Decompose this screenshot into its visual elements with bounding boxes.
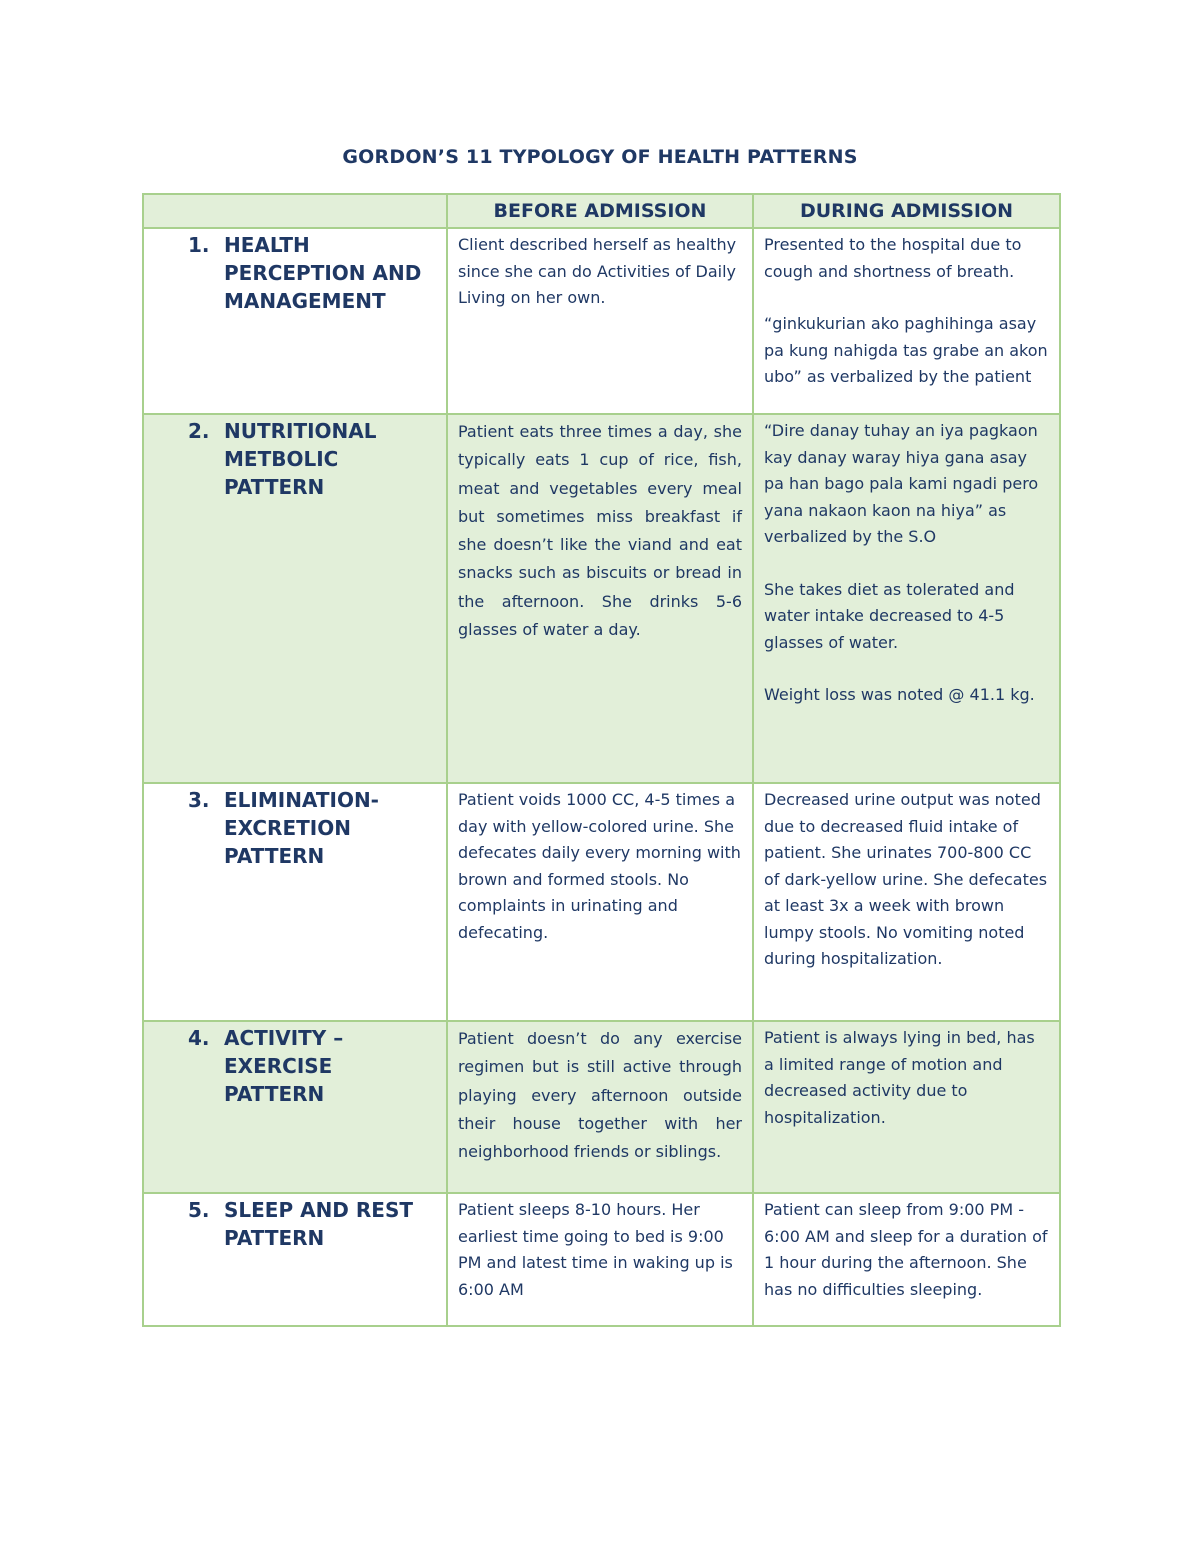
pattern-name: ELIMINATION-EXCRETION PATTERN: [224, 788, 379, 868]
header-pattern: [143, 194, 447, 228]
during-text: Decreased urine output was noted due to decreased fluid intake of patient. She urinates 700-800 CC of dark-yellow urine. She defecates at least 3x a week with brown lumpy stools. No vomiting noted during hospitalization.: [764, 790, 1048, 968]
pattern-number: 2.: [188, 419, 210, 443]
pattern-cell: [143, 1021, 447, 1193]
during-quote: “ginkukurian ako paghihinga asay pa kung nahigda tas grabe an akon ubo” as verbalized by the patient: [764, 314, 1048, 386]
before-admission-cell: [447, 783, 753, 1021]
pattern-cell: [143, 1193, 447, 1326]
before-text: Patient eats three times a day, she typically eats 1 cup of rice, fish, meat and vegetables every meal but sometimes miss breakfast if she doesn’t like the viand and eat snacks such as biscuits or bread in the afternoon. She drinks 5-6 glasses of water a day.: [458, 422, 742, 640]
pattern-number: 5.: [188, 1198, 210, 1222]
during-admission-cell: [753, 1193, 1060, 1326]
table-header-row: [143, 194, 1060, 228]
health-patterns-table: [142, 193, 1061, 1327]
pattern-name: NUTRITIONAL METBOLIC PATTERN: [224, 419, 377, 499]
pattern-cell: [143, 783, 447, 1021]
pattern-number: 3.: [188, 788, 210, 812]
header-before-admission: BEFORE ADMISSION: [447, 194, 753, 228]
pattern-name: SLEEP AND REST PATTERN: [224, 1198, 413, 1250]
during-text: Patient is always lying in bed, has a limited range of motion and decreased activity due to hospitalization.: [764, 1028, 1035, 1127]
pattern-cell: [143, 228, 447, 414]
before-admission-cell: [447, 414, 753, 783]
during-admission-cell: [753, 783, 1060, 1021]
pattern-name: HEALTH PERCEPTION AND MANAGEMENT: [224, 233, 422, 313]
before-admission-cell: [447, 228, 753, 414]
during-text: Patient can sleep from 9:00 PM - 6:00 AM and sleep for a duration of 1 hour during the afternoon. She has no difficulties sleeping.: [764, 1200, 1048, 1299]
before-text: Patient voids 1000 CC, 4-5 times a day with yellow-colored urine. She defecates daily every morning with brown and formed stools. No complaints in urinating and defecating.: [458, 790, 741, 942]
table-row: [143, 1021, 1060, 1193]
table-row: [143, 1193, 1060, 1326]
pattern-number: 4.: [188, 1026, 210, 1050]
table-row: [143, 414, 1060, 783]
header-during-admission: DURING ADMISSION: [753, 194, 1060, 228]
during-text: She takes diet as tolerated and water intake decreased to 4-5 glasses of water.: [764, 579, 1015, 652]
table-row: [143, 228, 1060, 414]
before-admission-cell: [447, 1193, 753, 1326]
during-admission-cell: [753, 228, 1060, 414]
before-text: Patient doesn’t do any exercise regimen but is still active through playing every afternoon outside their house together with her neighborhood friends or siblings.: [458, 1029, 742, 1162]
table-row: [143, 783, 1060, 1021]
during-admission-cell: [753, 1021, 1060, 1193]
pattern-name: ACTIVITY – EXERCISE PATTERN: [224, 1026, 344, 1106]
pattern-cell: [143, 414, 447, 783]
before-admission-cell: [447, 1021, 753, 1193]
during-quote: “Dire danay tuhay an iya pagkaon kay danay waray hiya gana asay pa han bago pala kami ngadi pero yana nakaon kaon na hiya” as verbalized by the S.O: [764, 421, 1039, 546]
during-text: Presented to the hospital due to cough and shortness of breath.: [764, 235, 1022, 281]
during-text: Weight loss was noted @ 41.1 kg.: [764, 685, 1035, 704]
before-text: Client described herself as healthy since she can do Activities of Daily Living on her own.: [458, 235, 737, 307]
pattern-number: 1.: [188, 233, 210, 257]
during-admission-cell: [753, 414, 1060, 783]
document-title: GORDON’S 11 TYPOLOGY OF HEALTH PATTERNS: [342, 146, 858, 168]
before-text: Patient sleeps 8-10 hours. Her earliest time going to bed is 9:00 PM and latest time in waking up is 6:00 AM: [458, 1200, 733, 1299]
